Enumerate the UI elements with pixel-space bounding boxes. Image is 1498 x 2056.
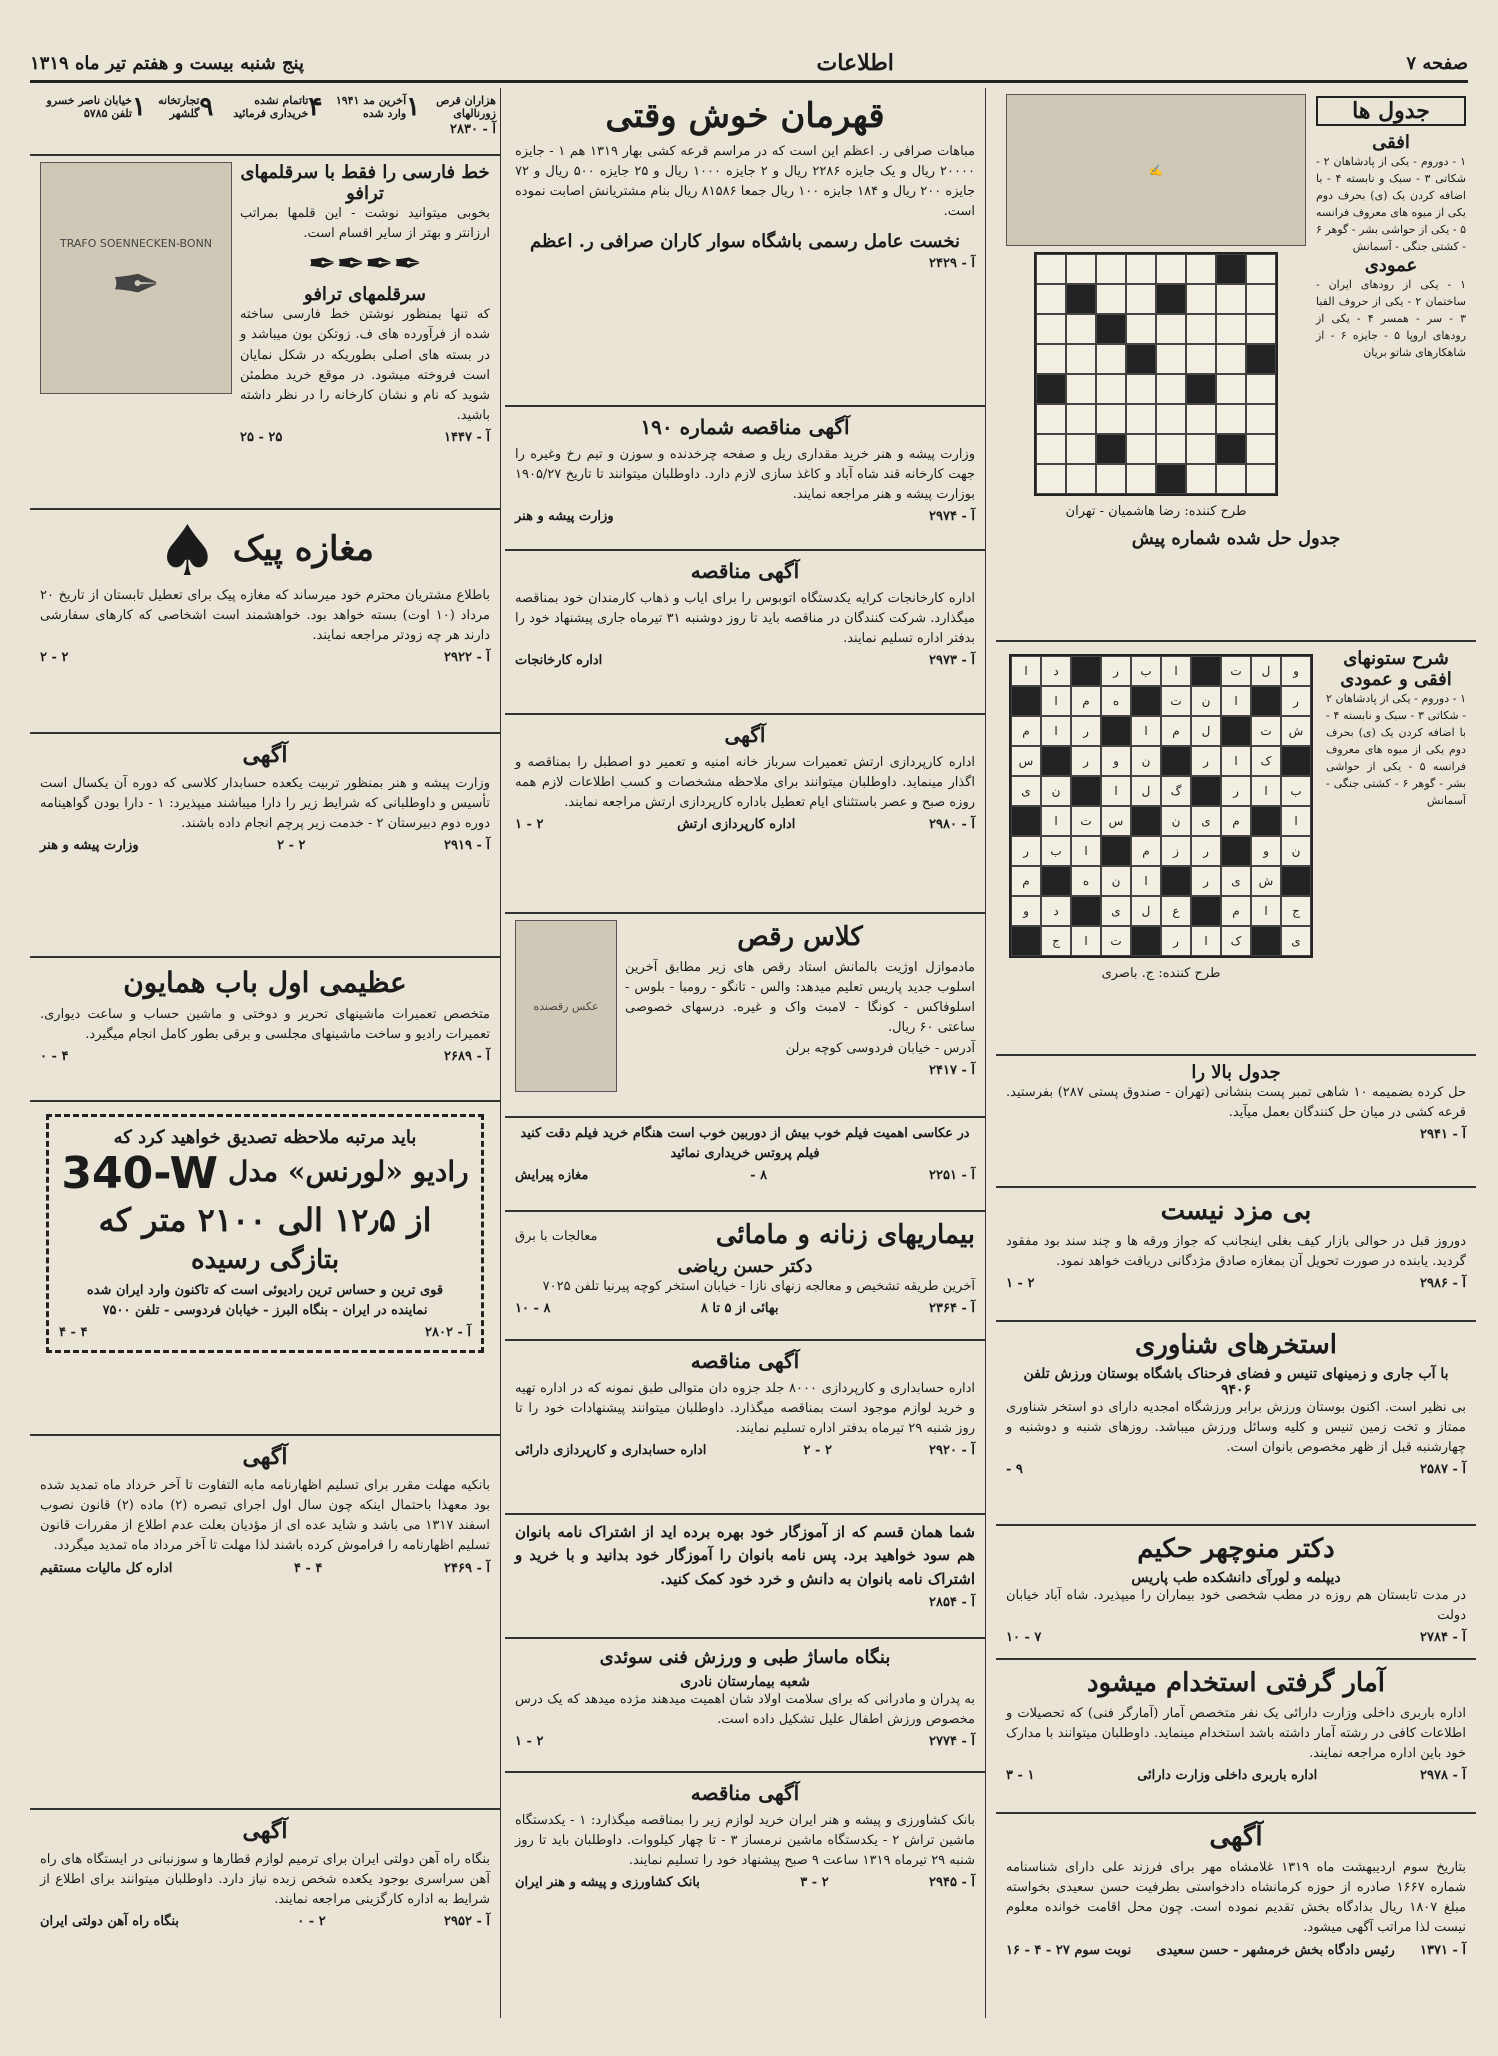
tender-bus-ad — [505, 551, 985, 715]
hakim-code: آ - ۲۷۸۴ — [1420, 1630, 1466, 1646]
tax-text: بانکیه مهلت مقرر برای تسلیم اظهارنامه مابه التفاوت تا آخر خرداد ماه تمدید شده بود معهذا باحتمال اینکه چون سال اول اجرای تبصره (۲) ماده (۲) قانون نصوب اسفند ۱۳۱۷ می باشد و شاید عده ای از مؤدیان بعلت عدم اطلاع از مقررات قانون تسلیم اظهارنامه را فراموش کرده باشند لذا مهلت تا آخر مرداد ماه تمدید میگردد. — [40, 1478, 490, 1554]
radio-line5: قوی ترین و حساس ترین رادیوئی است که تاکنون وارد ایران شده — [86, 1283, 444, 1298]
railway-notice — [30, 1810, 500, 2022]
tax-ref: ۴ - ۴ — [293, 1560, 323, 1576]
massage-sub: شعبه بیمارستان نادری — [680, 1674, 810, 1690]
solved-crossword-box — [996, 642, 1476, 1056]
court-code: آ - ۱۳۷۱ — [1420, 1942, 1466, 1958]
no-reward-ref: ۲ - ۱ — [1006, 1276, 1035, 1292]
court-sign: رئیس دادگاه بخش خرمشهر - حسن سعیدی — [1156, 1942, 1395, 1958]
dance-photo: عکس رقصنده — [515, 920, 617, 1092]
pen-text: بخوبی میتوانید نوشت - این قلمها بمراتب ارزانتر و بهتر از سایر اقسام است. — [240, 206, 490, 242]
massage-code: آ - ۲۷۷۴ — [929, 1734, 975, 1750]
pen-code: آ - ۱۴۴۷ — [444, 430, 490, 446]
upper-code: آ - ۲۹۴۱ — [1420, 1127, 1466, 1143]
lottery-text: مباهات صرافی ر. اعظم این است که در مراسم قرعه کشی بهار ۱۳۱۹ هم ۱ - جایزه ۲۰۰۰۰ ریال و یک جایزه ۲۲۸۶ ریال و ۲ جایزه ۱۰۰۰ ریال و ۲۵ جایزه ۵۰۰ ریال و ۷۲ جایزه ۲۰۰ ریال و ۱۸۴ جایزه ۱۰۰ ریال جمعا ۸۱۵۸۶ ریال بنام مشتریانش اصابت نموده است. — [515, 144, 976, 220]
army-ref: ۲ - ۱ — [515, 817, 544, 833]
issue-date: پنج شنبه بیست و هفتم تیر ماه ۱۳۱۹ — [30, 52, 304, 74]
page-number: صفحه ۷ — [1406, 52, 1468, 74]
tender2-code: آ - ۲۹۷۳ — [929, 653, 975, 669]
tax-notice — [30, 1436, 500, 1810]
dance-title: کلاس رقص — [737, 922, 863, 952]
pen-box-illustration — [40, 162, 232, 394]
tax-sign: اداره کل مالیات مستقیم — [40, 1560, 173, 1576]
azimi-code: آ - ۲۶۸۹ — [444, 1049, 490, 1065]
no-reward-text: دوروز قبل در حوالی بازار کیف بغلی اینجانب که جواز ورقه ها و چند سند بود مفقود گردید. یابنده در صورت تحویل آن بمغازه صادق مژدگانی دریافت خواهد نمود. — [1006, 1234, 1466, 1270]
hakim-text: در مدت تابستان هم روزه در مطب شخصی خود بیماران را میپذیرد. شاه آباد خیابان دولت — [1006, 1588, 1466, 1624]
army-ad — [505, 715, 985, 914]
lottery-footer: نخست عامل رسمی باشگاه سوار کاران صرافی ر. اعظم — [530, 230, 960, 252]
women-code: آ - ۲۸۵۴ — [929, 1594, 975, 1610]
pool-title: استخرهای شناوری — [1134, 1330, 1338, 1360]
strip-t3: تاتمام نشده خریداری فرمائید — [233, 94, 309, 120]
strip-t2: آخرین مد ۱۹۴۱ وارد شده — [335, 94, 407, 120]
golshahr-strip-ad — [30, 88, 500, 156]
radio-code: آ - ۲۸۰۲ — [425, 1325, 471, 1341]
solved-desc: شرح ستونهای افقی و عمودی — [1340, 648, 1452, 690]
doctor-title: بیماریهای زنانه و مامائی — [715, 1220, 975, 1250]
court-text: بتاریخ سوم اردیبهشت ماه ۱۳۱۹ غلامشاه مهر برای فرزند علی دارای شناسنامه شماره ۱۶۶۷ صادره از حوزه کرمانشاه دادخواستی بطرفیت حسن سعیدی بخواسته مبلغ ۱۸۰۷ ریال بدادگاه بخش تقدیم نموده است. چون محل اقامت خوانده معلوم نیست لذا مراتب آگهی میشود. — [1006, 1860, 1467, 1936]
notice1-ref: ۲ - ۲ — [277, 838, 306, 854]
azimi-title: عظیمی اول باب همایون — [123, 966, 407, 999]
radio-line3: از ۱۲٫۵ الی ۲۱۰۰ متر که — [98, 1201, 432, 1239]
radio-frame — [46, 1114, 484, 1353]
rail-code: آ - ۲۹۵۲ — [444, 1914, 490, 1930]
doctor-note: معالجات با برق — [515, 1228, 598, 1244]
court-ad — [996, 1814, 1476, 2056]
tender190-title: آگهی مناقصه شماره ۱۹۰ — [640, 415, 850, 439]
lorenz-radio-ad — [30, 1102, 500, 1436]
film-sign: مغازه پیرایش — [515, 1168, 589, 1184]
film-ref: ۸ - — [750, 1168, 768, 1184]
stats-title: آمار گرفتی استخدام میشود — [1086, 1668, 1386, 1698]
horizontal-clues: ۱ - دوروم - یکی از پادشاهان ۲ - شکاتی ۳ - سبک و نابسته ۴ - با اضافه کردن یک (ی) بحرف دوم یکی از میوه های معروف فرانسه ۵ - یکی از حواشی بشر - گوهر ۶ - کشتی جنگی - آسمانش — [1316, 155, 1466, 254]
azimi-ad — [30, 958, 500, 1102]
massage-text: به پدران و مادرانی که برای سلامت اولاد شان اهمیت میدهند مژده میدهد که یک درس مخصوص ورزش اطفال علیل تشکیل داده است. — [515, 1692, 975, 1728]
tender3-code: آ - ۲۹۲۰ — [929, 1443, 975, 1459]
no-reward-ad — [996, 1188, 1476, 1322]
radio-line6: نماینده در ایران - بنگاه البرز - خیابان فردوسی - تلفن ۷۵۰۰ — [102, 1303, 428, 1319]
notice1-code: آ - ۲۹۱۹ — [444, 838, 490, 854]
horizontal-title: افقی — [1372, 132, 1410, 153]
massage-ad — [505, 1639, 985, 1773]
tax-code: آ - ۲۴۶۹ — [444, 1560, 490, 1576]
solved-author: طرح کننده: ج. باصری — [1101, 966, 1221, 981]
vertical-title: عمودی — [1364, 255, 1418, 277]
rail-sign: بنگاه راه آهن دولتی ایران — [40, 1914, 180, 1930]
massage-title: بنگاه ماساژ طبی و ورزش فنی سوئدی — [599, 1647, 891, 1668]
right-column — [996, 88, 1476, 2018]
army-title: آگهی — [724, 723, 766, 747]
doctor-hakim-ad — [996, 1526, 1476, 1660]
bank-title: آگهی مناقصه — [690, 1781, 800, 1805]
massage-ref: ۲ - ۱ — [515, 1734, 544, 1750]
crossword-grid — [1034, 252, 1278, 496]
strip-n2: ۴ — [308, 92, 323, 122]
accountant-notice — [30, 734, 500, 958]
strip-n3: ۹ — [199, 92, 214, 122]
pen-nib-icon: ✒ — [110, 249, 162, 320]
crossword-author: طرح کننده: رضا هاشمیان - تهران — [1065, 504, 1247, 519]
spade-ref: ۲ - ۲ — [40, 650, 69, 666]
radio-line1: باید مرتبه ملاحظه تصدیق خواهید کرد که — [113, 1127, 417, 1148]
spade-icon: ♠ — [156, 510, 219, 592]
army-sign: اداره کارپردازی ارتش — [677, 817, 796, 833]
pen-sub: سرقلمهای ترافو — [304, 284, 426, 306]
dance-text: مادموازل اوژیت بالمانش استاد رقص های زیر مطابق آخرین اسلوب جدید پاریس تعلیم میدهد: والس - تانگو - رومبا - بلوس - اسلوفاکس - کونگا - لامبث واک و غیره. درسهای خصوصی ساعتی ۶۰ ریال. — [625, 960, 975, 1036]
army-text: اداره کارپردازی ارتش تعمیرات سرباز خانه امنیه و تعمیر دو اصطبل را بمناقصه و اگذار مینماید. داوطلبان میتوانند برای ملاحظه مشخصات و کسب اطلاعات لازم همه روزه صبح و عصر باستثنای ایام تعطیل باداره کارپردازی ارتش مراجعه نمایند. — [515, 755, 975, 811]
tender2-text: اداره کارخانجات کرایه یکدستگاه اتوبوس را برای ایاب و ذهاب کارمندان خود بمناقصه میگذارد. شرکت کنندگان در مناقصه باید تا روز دوشنبه ۳۱ تیرماه جاری پیشنهاد خود را بدفتر اداره تسلیم نمایند. — [515, 591, 975, 647]
film-text: در عکاسی اهمیت فیلم خوب بیش از دوربین خوب است هنگام خرید فیلم دقت کنید فیلم پروتس خریداری نمائید — [520, 1126, 970, 1162]
vertical-clues: ۱ - یکی از رودهای ایران - ساختمان ۲ - یکی از حروف الفبا ۳ - سر - همسر ۴ - یکی از رودهای اروپا ۵ - جایزه ۶ - از شاهکارهای شاتو بریان — [1316, 278, 1467, 360]
azimi-ref: ۴ - ۰ — [40, 1049, 69, 1065]
bank-tender-ad — [505, 1773, 985, 2000]
tender-folders-ad — [505, 1341, 985, 1515]
trafo-pen-ad — [30, 156, 500, 510]
lottery-code: آ - ۲۴۲۹ — [929, 255, 975, 271]
tender3-title: آگهی مناقصه — [690, 1349, 800, 1373]
page-header — [30, 46, 1468, 83]
tender2-sign: اداره کارخانجات — [515, 653, 603, 669]
strip-code: آ - ۲۸۳۰ — [450, 122, 496, 137]
strip-t5: خیابان ناصر خسرو تلفن ۵۷۸۵ — [46, 94, 132, 120]
hakim-ref: ۷ - ۱۰ — [1006, 1630, 1042, 1646]
film-ad — [505, 1118, 985, 1212]
court-title: آگهی — [1209, 1822, 1263, 1852]
crossword-box — [996, 88, 1476, 642]
pool-ref: ۹ - — [1006, 1462, 1023, 1478]
radio-model: 340-W — [61, 1148, 219, 1199]
stats-code: آ - ۲۹۷۸ — [1420, 1768, 1466, 1784]
dance-ad — [505, 914, 985, 1118]
doctor-hours: بهائی از ۵ تا ۸ — [700, 1301, 779, 1317]
tender190-sign: وزارت پیشه و هنر — [515, 509, 614, 525]
spade-text: باطلاع مشتریان محترم خود میرساند که مغازه پیک برای تعطیل تابستان از تاریخ ۲۰ مرداد (۱۰ اوت) بسته خواهد بود. خواهشمند است اشخاصی که کارهای سفارشی دارند هر چه زودتر مراجعه نمایند. — [40, 588, 491, 644]
rail-text: بنگاه راه آهن دولتی ایران برای ترمیم لوازم قطارها و سوزنبانی در ایستگاه های راه آهن سراسری بوجود یکعده شخص زبده نیاز دارد. داوطلبان میتوانند برای اطلاع از شرایط به اداره کارگزینی مراجعه نمایند. — [40, 1852, 490, 1908]
notice1-title: آگهی — [242, 742, 288, 768]
pen-title: خط فارسی را فقط با سرقلمهای ترافو — [240, 162, 490, 204]
pool-text: بی نظیر است. اکنون بوستان ورزش برابر ورزشگاه امجدیه دارای دو استخر شناوری ممتاز و تخت زمین تنیس و کلیه وسائل ورزش میباشد. روزهای شنبه و دوشنبه و چهارشنبه قبل از ظهر مخصوص بانوان است. — [1006, 1400, 1466, 1456]
spade-code: آ - ۲۹۲۲ — [444, 650, 490, 666]
upper-text: حل کرده بضمیمه ۱۰ شاهی تمبر پست بنشانی (تهران - صندوق پستی ۲۸۷) بفرستید. قرعه کشی در میان حل کنندگان بعمل میآید. — [1006, 1085, 1467, 1121]
middle-column — [505, 88, 986, 2018]
doctor-name: دکتر حسن ریاضی — [677, 1256, 813, 1277]
no-reward-code: آ - ۲۹۸۶ — [1420, 1276, 1466, 1292]
dance-code: آ - ۲۴۱۷ — [929, 1062, 975, 1078]
pool-ad — [996, 1322, 1476, 1526]
azimi-text: متخصص تعمیرات ماشینهای تحریر و دوختی و ماشین حساب و ساعت دیواری. تعمیرات رادیو و ساخت ماشینهای مجلسی و برقی بطور کامل انجام میگیرد. — [40, 1007, 490, 1043]
left-column — [30, 88, 501, 2018]
radio-ref: ۴ - ۴ — [59, 1325, 88, 1341]
newspaper-name: اطلاعات — [816, 50, 894, 76]
rail-ref: ۲ - ۰ — [297, 1914, 326, 1930]
notice1-sign: وزارت پیشه و هنر — [40, 838, 139, 854]
radio-line2: رادیو «لورنس» مدل — [228, 1155, 469, 1188]
hakim-sub: دیپلمه و لورآی دانشکده طب پاریس — [1131, 1570, 1341, 1586]
tender2-title: آگهی مناقصه — [690, 559, 800, 583]
court-ref: نوبت سوم ۲۷ - ۴ - ۱۶ — [1006, 1942, 1132, 1958]
tender190-text: وزارت پیشه و هنر خرید مقداری ریل و صفحه چرخدنده و سوزن و تیم رخ وغیره را جهت کارخانه قند شاه آباد و کاغذ سازی لازم دارد. داوطلبان میتوانند تا تاریخ ۱۹۰۵/۲۷ بوزارت پیشه و هنر مراجعه نمایند. — [515, 447, 975, 503]
strip-n1: ۱ — [406, 92, 421, 122]
pen-box-label: TRAFO SOENNECKEN-BONN — [59, 236, 213, 250]
rail-title: آگهی — [242, 1818, 288, 1844]
strip-t4: تجارتخانه گلشهر — [158, 94, 200, 120]
solved-grid: و ل ت ا ب ر د ا ر ا ن ت ه م ا ش ت ل م ا ر ا م ک ا ر ن و ر س ب ا ر گ ل ا ن ی ا م ی ن س ت ا ن و ر ز م ا ب ر ش ی ر ا ن ه م ج ا م ع ل ی د و ی ک ا ر ت ا ج — [1009, 654, 1313, 958]
radio-line4: بتازگی رسیده — [190, 1245, 340, 1275]
pool-code: آ - ۲۵۸۷ — [1420, 1462, 1466, 1478]
women-text: شما همان قسم که از آموزگار خود بهره برده اید از اشتراک نامه بانوان هم سود خواهید برد. پس نامه بانوان را آموزگار خود بدانید و با خرید و اشتراک نامه بانوان به دانش و خرد خود کمک کنید. — [515, 1523, 975, 1588]
statistician-ad — [996, 1660, 1476, 1814]
upper-title: جدول بالا را — [1191, 1062, 1281, 1083]
bank-ref: ۲ - ۳ — [800, 1875, 829, 1891]
solved-clues: ۱ - دوروم - یکی از پادشاهان ۲ - شکاتی ۳ - سبک و نابسته ۴ - با اضافه کردن یک (ی) بحرف دوم یکی از میوه های معروف فرانسه ۵ - یکی از حواشی بشر - گوهر ۶ - کشتی جنگی - آسمانش — [1326, 692, 1466, 808]
strip-t1: هزاران قرص زورنالهای — [436, 94, 496, 120]
lottery-title: قهرمان خوش وقتی — [605, 96, 885, 136]
spade-title: مغازه پیک — [232, 529, 374, 569]
bank-code: آ - ۲۹۴۵ — [929, 1875, 975, 1891]
stats-sign: اداره باربری داخلی وزارت دارائی — [1137, 1768, 1318, 1784]
tender190-code: آ - ۲۹۷۴ — [929, 509, 975, 525]
bank-sign: بانک کشاورزی و پیشه و هنر ایران — [515, 1875, 700, 1891]
notice1-text: وزارت پیشه و هنر بمنظور تربیت یکعده حسابدار کلاسی که دوره آن یکسال است تأسیس و داوطلبانی که شرایط زیر را دارا میباشند میپذیرد: ۱ - دارا بودن گواهینامه دوره دوم دبیرستان ۲ - خدمت زیر پرچم انجام داده باشند. — [40, 776, 491, 832]
army-code: آ - ۲۹۸۰ — [929, 817, 975, 833]
tender3-ref: ۲ - ۲ — [803, 1443, 832, 1459]
lottery-ad — [505, 88, 985, 407]
stats-text: اداره باربری داخلی وزارت دارائی یک نفر متخصص آمار (آمارگر فنی) که تحصیلات و اطلاعات کافی در رشته آمار داشته باشد استخدام مینماید. داوطلبان میتوانند با مدارک خود باین اداره مراجعه نمایند. — [1006, 1706, 1466, 1762]
womens-doctor-ad — [505, 1212, 985, 1341]
tax-title: آگهی — [242, 1444, 288, 1470]
crossword-illustration: ✍ — [1006, 94, 1306, 246]
bank-text: بانک کشاورزی و پیشه و هنر ایران خرید لوازم زیر را بمناقصه میگذارد: ۱ - یکدستگاه ماشین تراش ۲ - یکدستگاه ماشین نرمساز ۳ - تا چهار کیلووات. داوطلبان باید تا روز شنبه ۲۹ تیرماه ۱۳۱۹ ساعت ۹ صبح پیشنهاد خود را تسلیم نمایند. — [515, 1813, 976, 1869]
pool-sub: با آب جاری و زمینهای تنیس و فضای فرحناک باشگاه بوستان ورزش تلفن ۹۴۰۶ — [1023, 1366, 1449, 1398]
no-reward-title: بی مزد نیست — [1160, 1196, 1312, 1226]
tender3-text: اداره حسابداری و کارپردازی ۸۰۰۰ جلد جزوه دان متوالی طبق نمونه که در اداره تهیه و خرید لوازم موجود است بمناقصه میگذارد. داوطلبان میتوانند پیشنهادات خود را تا روز شنبه ۲۹ تیرماه بدفتر اداره تسلیم نمایند. — [515, 1381, 975, 1437]
tender3-sign: اداره حسابداری و کارپردازی دارائی — [515, 1443, 707, 1459]
dance-address: آدرس - خیابان فردوسی کوچه برلن — [785, 1040, 975, 1056]
film-code: آ - ۲۲۵۱ — [929, 1168, 975, 1184]
crossword-title: جدول ها — [1316, 96, 1466, 126]
doctor-ref: ۸ - ۱۰ — [515, 1301, 551, 1317]
hakim-title: دکتر منوچهر حکیم — [1137, 1534, 1335, 1564]
upper-table-box — [996, 1056, 1476, 1188]
tender-190-ad — [505, 407, 985, 551]
strip-n4: ۱ — [131, 92, 146, 122]
doctor-code: آ - ۲۳۶۴ — [929, 1301, 975, 1317]
women-magazine-ad — [505, 1515, 985, 1639]
pen-body: که تنها بمنظور نوشتن خط فارسی ساخته شده از فرآورده های ف. زوتکن بون میباشد و در بسته های اصلی بطوریکه در شکل نمایان است فروخته میشود. در موقع خرید مطمئن شوید که نام و نشان کارخانه را در نظر داشته باشید. — [240, 307, 490, 423]
spade-shop-ad — [30, 510, 500, 734]
pen-ref: ۲۵ - ۲۵ — [240, 430, 283, 446]
pen-nibs-icon: ✒✒✒✒ — [308, 244, 422, 285]
doctor-text: آخرین طریقه تشخیص و معالجه زنهای نازا - خیابان استخر کوچه پیرنیا تلفن ۷۰۲۵ — [542, 1279, 975, 1294]
stats-ref: ۱ - ۳ — [1006, 1768, 1035, 1784]
solved-title: جدول حل شده شماره پیش — [1131, 528, 1341, 550]
